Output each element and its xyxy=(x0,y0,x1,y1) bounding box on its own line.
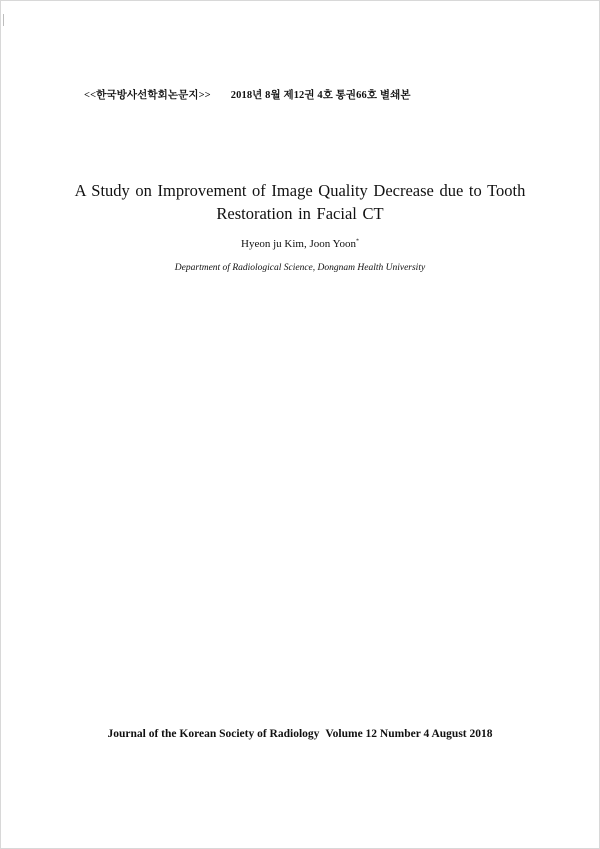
volume-info: Volume 12 Number 4 August 2018 xyxy=(325,728,493,740)
author-list xyxy=(0,238,600,250)
affiliation: Department of Radiological Science, Dongnam Health University xyxy=(174,263,426,273)
title-line-1: A Study on Improvement of Image Quality Decrease due to Tooth xyxy=(74,181,526,200)
authors-text: Hyeon ju Kim, Joon Yoon xyxy=(241,238,356,250)
corresponding-author-mark: * xyxy=(355,238,359,245)
offprint-header xyxy=(84,87,411,102)
issue-info: 2018년 8월 제12권 4호 통권66호 별쇄본 xyxy=(230,90,411,101)
journal-name: Journal of the Korean Society of Radiology xyxy=(107,728,320,740)
journal-tag: <<한국방사선학회논문지>> xyxy=(84,90,211,101)
journal-footer xyxy=(0,728,600,740)
page-edge-mark xyxy=(3,14,4,26)
title-line-2: Restoration in Facial CT xyxy=(216,204,384,223)
paper-title xyxy=(40,179,560,225)
